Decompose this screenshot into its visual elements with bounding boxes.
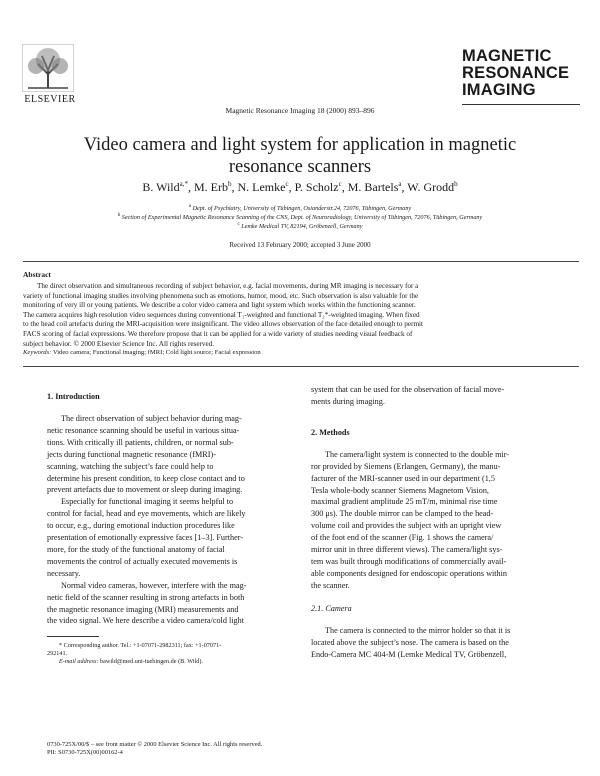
text-line: ror provided by Siemens (Erlangen, Germany), the manu- xyxy=(311,461,501,471)
introduction-section xyxy=(47,392,299,627)
text-line: volume coil and provides the subject with an upright view xyxy=(311,521,502,531)
affiliation-marker: b xyxy=(117,213,121,218)
text-line: The direct observation of subject behavior during mag- xyxy=(61,414,242,423)
author-name: M. Erb xyxy=(193,180,228,194)
paragraph xyxy=(311,449,563,592)
affiliation-text: Dept. of Psychiatry, University of Tübingen, Osianderstr.24, 72076, Tübingen, Germany xyxy=(192,205,412,213)
author-affil-sup: b xyxy=(227,180,232,188)
abstract-heading: Abstract xyxy=(23,270,51,279)
text-line: netic resonance scanning should be useful in various situa- xyxy=(47,425,240,435)
affiliation xyxy=(20,204,580,212)
brand-divider xyxy=(462,104,580,105)
abstract-line: subject behavior. © 2000 Elsevier Science Inc. All rights reserved. xyxy=(23,339,215,348)
text-line: The camera/light system is connected to the double mir- xyxy=(325,449,509,459)
keywords-list: Video camera; Functional imaging; fMRI; Cold light source; Facial expression xyxy=(52,349,261,356)
text-line: the scanner. xyxy=(311,580,350,590)
text-line: Endo-Camera MC 404-M (Lemke Medical TV, Gröbenzell, xyxy=(311,649,507,659)
text-line: the magnetic resonance imaging (MRI) measurements and xyxy=(47,604,239,614)
text-line: tem was built through modifications of commercially avail- xyxy=(311,556,507,566)
affiliation-marker: c xyxy=(237,222,240,227)
text-line: scanning, watching the subject’s face could help to xyxy=(47,461,214,471)
text-line: the video signal. We here describe a video camera/cold light xyxy=(47,616,244,626)
email-address: bawild@med.uni-tuebingen.de (B. Wild). xyxy=(100,658,203,665)
affiliation-text: Section of Experimental Magnetic Resonance Scanning of the CNS, Dept. of Neuroradiology, University of Tübingen, 72076, Tübingen, Germany xyxy=(121,214,483,222)
abstract-line: to the head coil artefacts during the MRI-acquisition were insignificant. The video allows observation of the face detailed enough to permit xyxy=(23,320,424,329)
journal-citation: Magnetic Resonance Imaging 18 (2000) 893–896 xyxy=(225,106,375,115)
text-line: able components designed for endoscopic operations within xyxy=(311,568,507,578)
section-heading: 1. Introduction xyxy=(47,392,100,401)
author-affil-sup: a xyxy=(398,180,402,188)
abstract-body xyxy=(23,282,579,349)
brand-line: IMAGING xyxy=(462,81,536,99)
tree-logo-icon xyxy=(22,44,74,92)
text-line: Normal video cameras, however, interfere with the mag- xyxy=(61,580,247,590)
brand-line: RESONANCE xyxy=(462,64,570,82)
text-line: maximal gradient amplitude 25 mT/m, minimal rise time xyxy=(311,497,498,507)
journal-brand xyxy=(462,48,582,99)
text-line: to occur, e.g., during emotional induction procedures like xyxy=(47,521,235,531)
author-affil-sup: c xyxy=(285,180,289,188)
text-line: facturer of the MRI-scanner used in our department (1,5 xyxy=(311,473,495,483)
author-name: M. Bartels xyxy=(347,180,399,194)
text-line: of the foot end of the scanner (Fig. 1 shows the camera/ xyxy=(311,533,494,543)
text-line: The camera is connected to the mirror holder so that it is xyxy=(325,625,511,635)
text-line: necessary. xyxy=(47,568,81,578)
paragraph xyxy=(47,496,299,579)
paragraph xyxy=(311,625,563,661)
abstract-line: The camera acquires high resolution video sequences during conventional T₁-weighted and functional T₂*-weighted imaging. When fixed xyxy=(23,310,420,319)
abstract-bottom-rule xyxy=(23,366,579,367)
text-line: jects during functional magnetic resonance (fMRI)- xyxy=(47,449,216,459)
text-line: netic field of the scanner resulting in strong artefacts in both xyxy=(47,592,245,602)
author-name: W. Grodd xyxy=(407,180,455,194)
publisher-logo-text: ELSEVIER xyxy=(24,94,76,105)
abstract-line: monitoring of very ill or young patients. We describe a color video camera and light system which works within the functioning scanner. xyxy=(23,301,416,310)
footnote-line: 292141. xyxy=(47,650,68,657)
text-line: tions. With critically ill patients, children, or normal sub- xyxy=(47,437,234,447)
footnote-rule xyxy=(47,636,99,637)
text-line: 300 μs). The double mirror can be clamped to the head- xyxy=(311,509,494,519)
text-line: Especially for functional imaging it seems helpful to xyxy=(61,497,234,507)
affiliation-text: Lemke Medical TV, 82194, Gröbenzell, Germany xyxy=(241,223,363,231)
keywords-label: Keywords: xyxy=(23,349,52,356)
right-column xyxy=(311,384,563,660)
affiliation xyxy=(20,213,580,221)
author-affil-sup: a,* xyxy=(179,180,188,188)
text-line: control for facial, head and eye movements, which are likely xyxy=(47,509,246,519)
text-line: movements the control of actually executed movements is xyxy=(47,556,238,566)
email-line xyxy=(47,658,299,666)
abstract-top-rule xyxy=(23,261,579,262)
author-name: N. Lemke xyxy=(237,180,286,194)
author-name: P. Scholz xyxy=(294,180,339,194)
author-name: B. Wild xyxy=(142,180,180,194)
abstract-line: variety of functional imaging studies involving phenomena such as emotions, humor, mood, etc. Such observation is also valuable for the xyxy=(23,291,419,300)
author-affil-sup: c xyxy=(338,180,342,188)
title-line: Video camera and light system for application in magnetic xyxy=(83,135,517,155)
section-heading: 2. Methods xyxy=(311,427,350,437)
affiliation-marker: a xyxy=(188,204,192,209)
text-line: prevent artefacts due to movement or sleep during imaging. xyxy=(47,485,243,495)
title-line: resonance scanners xyxy=(228,157,372,177)
text-line: system that can be used for the observation of facial move- xyxy=(311,385,505,394)
text-line: ments during imaging. xyxy=(311,396,385,406)
received-dates: Received 13 February 2000; accepted 3 June 2000 xyxy=(229,241,371,249)
abstract-line: The direct observation and simultaneous recording of subject behavior, e.g. facial movements, during MR imaging is necessary for a xyxy=(37,282,419,290)
affiliation xyxy=(20,222,580,230)
footnote-line: * Corresponding author. Tel.: +1-07071-2982311; fax: +1-07071- xyxy=(59,642,222,649)
paragraph-continued xyxy=(311,384,563,408)
text-line: located above the subject’s nose. The camera is based on the xyxy=(311,637,509,647)
text-line: presentation of emotionally expressive faces [1–3]. Further- xyxy=(47,533,244,543)
author-list: B. Wild$^{a,*}$, M. Erb$^b$, N. Lemke$^c$, P. Scholz$^c$, M. Bartels$^a$, W. Grodd$^b$ xyxy=(142,180,458,194)
paragraph xyxy=(47,413,299,496)
text-line: more, for the study of the functional anatomy of facial xyxy=(47,544,225,554)
abstract-line: FACS scoring of facial expressions. We therefore propose that it can be applied for a wide variety of studies needing visual feedback of xyxy=(23,329,413,338)
text-line: Tesla whole-body scanner Siemens Magnetom Vision, xyxy=(311,485,489,495)
page-footer xyxy=(47,741,262,758)
text-line: determine his present condition, to keep close contact and to xyxy=(47,473,245,483)
brand-line: MAGNETIC xyxy=(462,47,552,65)
keywords xyxy=(23,349,579,356)
pii-line: PII: S0730-725X(00)00162-4 xyxy=(47,749,123,757)
corresponding-author-footnote xyxy=(47,642,299,666)
copyright-line: 0730-725X/00/$ – see front matter © 2000 Elsevier Science Inc. All rights reserved. xyxy=(47,741,263,748)
email-label: E-mail address: xyxy=(59,658,99,665)
author-affil-sup: b xyxy=(454,180,458,188)
paragraph xyxy=(47,580,299,628)
subsection-heading: 2.1. Camera xyxy=(311,603,352,613)
article-title xyxy=(60,134,540,178)
text-line: mirror unit in three different views). The camera/light sys- xyxy=(311,545,503,555)
